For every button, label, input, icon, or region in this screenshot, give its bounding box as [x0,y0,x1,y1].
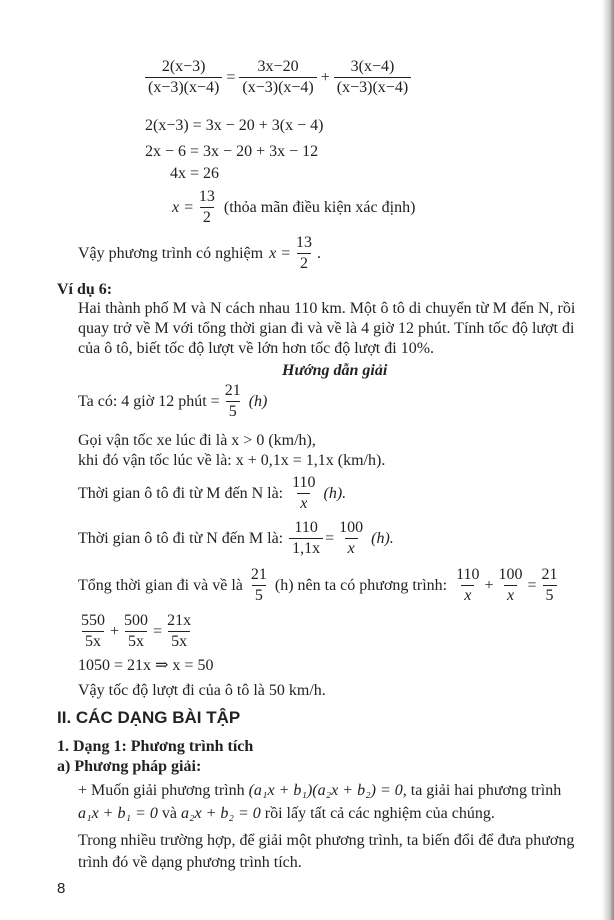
fraction [496,566,526,605]
conclusion-text: Vậy phương trình có nghiệm [78,244,264,262]
solution-line [76,612,196,651]
numerator: 500 [124,612,149,629]
period: . [317,244,322,262]
solution-text: khi đó vận tốc lúc về là: [78,452,232,469]
numerator: 550 [81,612,105,629]
solution-line: 1050 = 21x ⇒ x = 50 [78,657,214,674]
solution-line: Gọi vận tốc xe lúc đi là x > 0 (km/h), [78,432,316,449]
denominator: 5 [226,401,240,421]
numerator: 21 [250,566,267,583]
equation-line: 4x = 26 [170,165,220,182]
method-text: rồi lấy tất cả các nghiệm của chúng. [264,805,495,822]
method-math: a₁x + b₁ = 0 [78,805,158,822]
fraction [145,58,222,97]
example-text-line: quay trở về M với tổng thời gian đi và về là 4 giờ 12 phút. Tính tốc độ lượt đi [78,320,575,337]
denominator: (x−3)(x−4) [145,77,222,97]
example-text-line: Hai thành phố M và N cách nhau 110 km. Một ô tô di chuyển từ M đến N, rồi [78,300,576,317]
numerator: 21x [167,612,192,629]
example-title: Ví dụ 6: [57,281,113,298]
denominator: 5 [252,585,266,605]
numerator: 3(x−4) [350,58,395,75]
method-text: ta giải hai phương trình [410,782,562,799]
solution-math: x + 0,1x = 1,1x (km/h). [235,452,386,469]
numerator: 100 [498,566,523,583]
solution-text: Thời gian ô tô đi từ M đến N là: [78,484,284,502]
fraction [121,612,151,651]
fraction [222,382,244,421]
numerator: 110 [456,566,480,583]
denominator: 5x [125,631,147,651]
subsection-heading: 1. Dạng 1: Phương trình tích [57,738,254,755]
unit: (h). [371,529,394,547]
fraction [289,519,323,558]
method-line: trình đó về dạng phương trình tích. [78,854,302,871]
plus-sign: + [110,622,120,640]
unit: (h). [323,484,347,502]
numerator: 110 [294,519,318,536]
denominator: 5x [82,631,104,651]
numerator: 13 [296,234,313,251]
example-text-line: của ô tô, biết tốc độ lượt về lớn hơn tốc độ lượt đi 10%. [78,340,435,357]
numerator: 21 [541,566,558,583]
fraction [336,519,366,558]
condition-note: (thỏa mãn điều kiện xác định) [223,198,416,216]
fraction [78,612,108,651]
conclusion-variable: x = [269,244,292,262]
equals-sign: = [527,576,537,594]
method-line [78,804,495,824]
conclusion-line [78,234,321,273]
denominator: x [504,585,517,605]
denominator: x [297,493,310,513]
equation-line: 2(x−3) = 3x − 20 + 3(x − 4) [145,117,324,134]
equation-solution-line [172,188,415,227]
solution-text: Tổng thời gian đi và về là [78,576,243,594]
fraction [248,566,270,605]
denominator: (x−3)(x−4) [239,77,316,97]
solution-line: Vậy tốc độ lượt đi của ô tô là 50 km/h. [78,682,326,699]
denominator: 2 [200,207,214,227]
denominator: 1,1x [289,538,323,558]
numerator: 110 [292,474,316,491]
denominator: x [345,538,358,558]
method-math: (a₁x + b₁)(a₂x + b₂) = 0, [248,782,407,799]
solution-text: (h) nên ta có phương trình: [274,576,448,594]
solution-line [78,382,267,421]
method-text: và [161,805,177,822]
solution-line [78,566,563,605]
method-line [78,781,561,801]
guide-title: Hướng dẫn giải [282,362,388,379]
denominator: 5x [168,631,190,651]
numerator: 3x−20 [257,58,299,75]
unit: (h) [248,392,268,410]
plus-sign: + [484,576,494,594]
equals-sign: = [325,529,335,547]
equation-lhs: x = [172,198,194,216]
page-number: 8 [57,880,66,897]
fraction [239,58,316,97]
method-text: + Muốn giải phương trình [78,782,245,799]
method-heading: a) Phương pháp giải: [57,758,202,775]
equals-sign: = [226,68,236,86]
numerator: 100 [339,519,364,536]
page-edge-shadow [602,0,614,920]
numerator: 2(x−3) [161,58,206,75]
plus-sign: + [320,68,330,86]
fraction [539,566,561,605]
denominator: (x−3)(x−4) [334,77,411,97]
equation-line: 2x − 6 = 3x − 20 + 3x − 12 [145,143,319,160]
denominator: 2 [297,253,311,273]
solution-line [78,474,346,513]
numerator: 13 [198,188,215,205]
solution-text: Ta có: 4 giờ 12 phút = [78,392,220,410]
denominator: x [461,585,474,605]
method-line: Trong nhiều trường hợp, để giải một phương trình, ta biến đổi để đưa phương [78,832,575,849]
equation-fraction-line [143,58,413,97]
solution-text: Thời gian ô tô đi từ N đến M là: [78,529,284,547]
equals-sign: = [153,622,163,640]
solution-line [78,519,394,558]
section-heading: II. CÁC DẠNG BÀI TẬP [57,708,241,727]
fraction [196,188,218,227]
fraction [289,474,318,513]
fraction [164,612,194,651]
fraction [453,566,482,605]
solution-line [78,451,385,471]
fraction [334,58,411,97]
fraction [293,234,315,273]
numerator: 21 [224,382,241,399]
method-math: a₂x + b₂ = 0 [180,805,261,822]
denominator: 5 [543,585,557,605]
